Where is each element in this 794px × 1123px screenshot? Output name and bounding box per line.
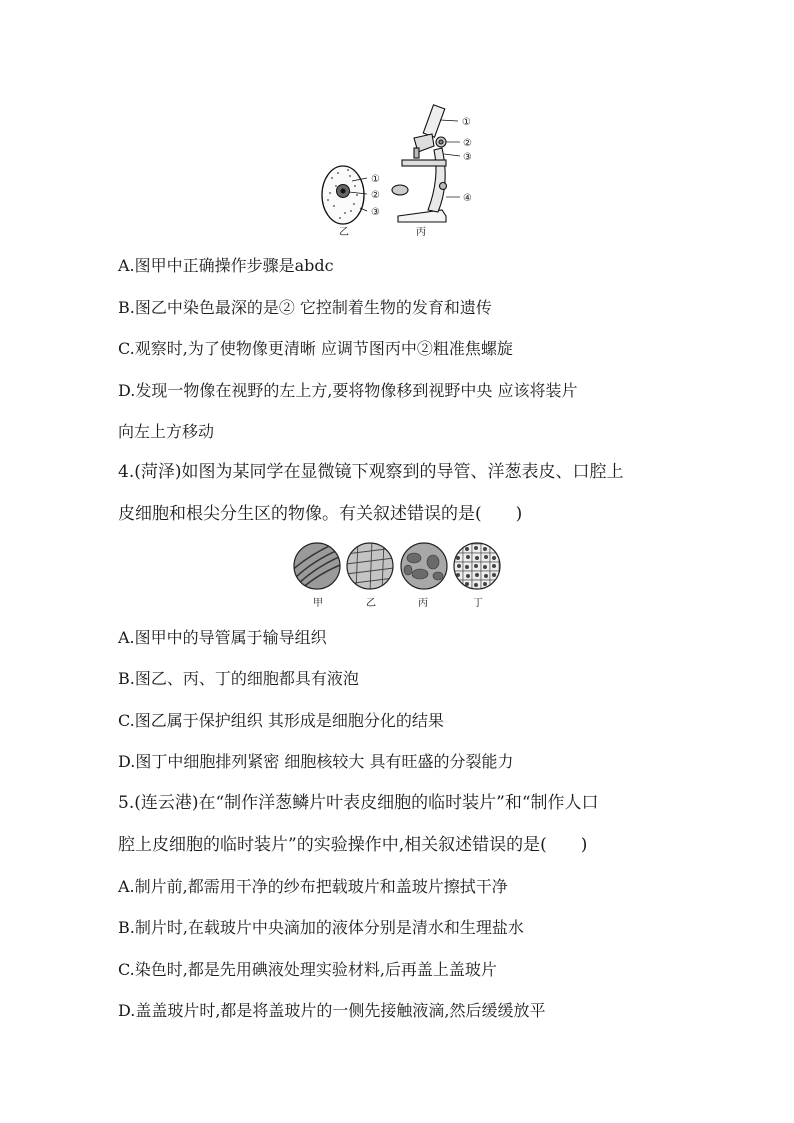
q3-option-d-cont: 向左上方移动 bbox=[118, 422, 215, 441]
q4-option-a: A.图甲中的导管属于输导组织 bbox=[118, 628, 327, 647]
micrograph-bing bbox=[401, 543, 447, 609]
microscope-label-4: ④ bbox=[463, 193, 472, 204]
caption-bing: 丙 bbox=[416, 227, 426, 238]
microscope-diagram bbox=[392, 105, 460, 222]
cell-diagram bbox=[322, 166, 380, 238]
q4-stem-line1: 4.(菏泽)如图为某同学在显微镜下观察到的导管、洋葱表皮、口腔上 bbox=[118, 462, 624, 482]
caption-yi: 乙 bbox=[339, 227, 349, 238]
cell-label-2: ② bbox=[371, 190, 380, 201]
q3-option-b: B.图乙中染色最深的是② 它控制着生物的发育和遗传 bbox=[118, 298, 492, 317]
caption-yi-2: 乙 bbox=[366, 598, 376, 609]
micrograph-yi bbox=[346, 540, 394, 609]
q4-stem-line2: 皮细胞和根尖分生区的物像。有关叙述错误的是( ) bbox=[118, 504, 523, 524]
figure-micrographs bbox=[288, 540, 508, 612]
q3-option-a: A.图甲中正确操作步骤是abdc bbox=[118, 256, 334, 275]
cell-label-1: ① bbox=[371, 174, 380, 185]
q5-option-d: D.盖盖玻片时,都是将盖玻片的一侧先接触液滴,然后缓缓放平 bbox=[118, 1001, 546, 1020]
caption-bing-2: 丙 bbox=[418, 598, 428, 609]
micrograph-ding bbox=[454, 543, 500, 609]
q5-option-c: C.染色时,都是先用碘液处理实验材料,后再盖上盖玻片 bbox=[118, 960, 497, 979]
microscope-label-1: ① bbox=[462, 117, 471, 128]
q4-option-b: B.图乙、丙、丁的细胞都具有液泡 bbox=[118, 669, 359, 688]
micrograph-jia bbox=[290, 542, 348, 609]
caption-jia: 甲 bbox=[313, 598, 323, 609]
caption-ding: 丁 bbox=[473, 598, 483, 609]
microscope-label-3: ③ bbox=[463, 152, 472, 163]
cell-label-3: ③ bbox=[371, 207, 380, 218]
q5-stem-line1: 5.(连云港)在“制作洋葱鳞片叶表皮细胞的临时装片”和“制作人口 bbox=[118, 793, 599, 813]
q3-option-d: D.发现一物像在视野的左上方,要将物像移到视野中央 应该将装片 bbox=[118, 381, 578, 400]
q5-option-b: B.制片时,在载玻片中央滴加的液体分别是清水和生理盐水 bbox=[118, 918, 524, 937]
figure-cell-and-microscope bbox=[310, 98, 510, 238]
q5-stem-line2: 腔上皮细胞的临时装片”的实验操作中,相关叙述错误的是( ) bbox=[118, 835, 588, 855]
microscope-label-2: ② bbox=[463, 138, 472, 149]
q3-option-c: C.观察时,为了使物像更清晰 应调节图丙中②粗准焦螺旋 bbox=[118, 339, 513, 358]
q5-option-a: A.制片前,都需用干净的纱布把载玻片和盖玻片擦拭干净 bbox=[118, 877, 508, 896]
q4-option-d: D.图丁中细胞排列紧密 细胞核较大 具有旺盛的分裂能力 bbox=[118, 752, 514, 771]
q4-option-c: C.图乙属于保护组织 其形成是细胞分化的结果 bbox=[118, 711, 444, 730]
